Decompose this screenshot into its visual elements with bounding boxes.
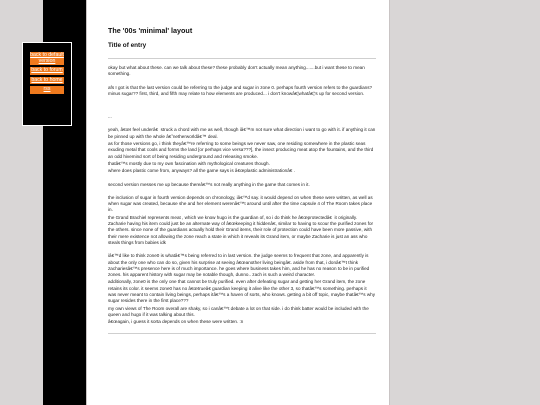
entry-paragraph: iâ€™d like to think zone0 is whatâ€™s being referred to in last version. the judge seems to frequent that zone, and apparently is about the only one who can do so, given his surprise at seeing â€œanother living beingâ€. aside from that, i donâ€™t think zachariesâ€™s presence here is of much importance. he goes where business takes him, and he has no reason to be in purified zones. his apparent history with sugar may be notable though, dunno.. zach is such a weird character.	[108, 253, 370, 278]
entry-paragraph: thatâ€™s mostly due to my own fascination with mythological creatures though.	[108, 160, 270, 166]
entry-paragraph: the Grand Brachiel represents meat , which we know hugo is the guardian of, so i do think he â€œprotectedâ€ it originally. Zacharie having his item could just be an alternate way of â€œkeeping it hiddenâ€, similar to having to scour the purified zones for the others. since none of the guardians actually hold their Grand items, their role of protection could have been more passive, with their mere existence not allowing the zone reach a state in which it reveals its Grand item, or maybe Zacharie is just an ass who steals things from babies idk	[108, 214, 374, 245]
nav-back-to-home[interactable]: back to home	[31, 76, 63, 83]
site-title: The '00s 'minimal' layout	[108, 26, 193, 35]
entry-paragraph: afs I got is that the last version could be referring to the judge and sugar in zone 0. perhaps fourth version refers to the guardians? minus sugar?? first, third, and fifth may relate to how elements are produced... i don't knowâ€¦whatâ€¦'s up for second version.	[108, 84, 373, 96]
content-column	[108, 26, 376, 340]
entry-paragraph: the inclusion of sugar in fourth version depends on chronology, iâ€™d say. it would depend on when these were written, as well as when sugar was created, because she and her element werenâ€™t around until after the time capsule 4 of The Room takes place in.	[108, 194, 373, 213]
entry-paragraph: â€œagain, i guess it sorta depends on when these were written. :n	[108, 319, 244, 325]
entry-paragraph: ...	[108, 114, 112, 120]
nav-rss[interactable]: rss	[30, 86, 64, 94]
entry-paragraph: yeah, â€œI feel underâ€ struck a chord with me as well, though iâ€™m not sure what direction i want to go with it. if anything it can be pinned up with the whole â€˜netherworldâ€™ deal.	[108, 127, 376, 139]
main-page	[86, 0, 390, 405]
side-nav	[22, 42, 72, 126]
bottom-divider	[108, 333, 376, 334]
divider	[108, 58, 376, 59]
entry-paragraph: as for those versions go, i think theyâ€™re referring to some beings we never saw, one residing somewhere in the plastic seas exuding metal that cools and forms the land [or perhaps vice versa???], the insect producing meat atop the fountains, and the third an odd hivemind sort of being residing underground and releasing smoke.	[108, 141, 374, 159]
nav-back-to-forum[interactable]: back to forum	[31, 67, 63, 74]
entry-paragraph: second version messes me up because thereâ€™s not really anything in the game that comes in it.	[108, 181, 310, 187]
entry-paragraph: additionally, zone0 is the only one that cannot be truly purified. even after defeating sugar and getting her Grand item, the zone retains its color. it seems zone0 has no â€œtrueâ€ guardian keeping it alive like the other 3, so thatâ€™s something. perhaps it was never meant to contain living beings, perhaps itâ€™s a haven of sorts, who knows. getting a bit off topic, maybe thatâ€™s why sugar resides there in the first place???	[108, 279, 376, 304]
entry-title: Title of entry	[108, 42, 147, 49]
entry-paragraph: my own views of The Room overall are shaky, so i canâ€™t debate a lot on that side. i do think batter would be included with the queen and hugo if it was talking about this.	[108, 305, 369, 317]
nav-back-to-default-version[interactable]: back to default version	[30, 52, 64, 64]
spacer	[108, 104, 376, 114]
entry-paragraph: okay but what about these. can we talk about these? these probably don't actually mean anything.......but i want these to mean something.	[108, 65, 365, 77]
entry-paragraph: where does plastic come from, anyways? all the game says is â€œplastic administrationâ€ .	[108, 168, 295, 174]
